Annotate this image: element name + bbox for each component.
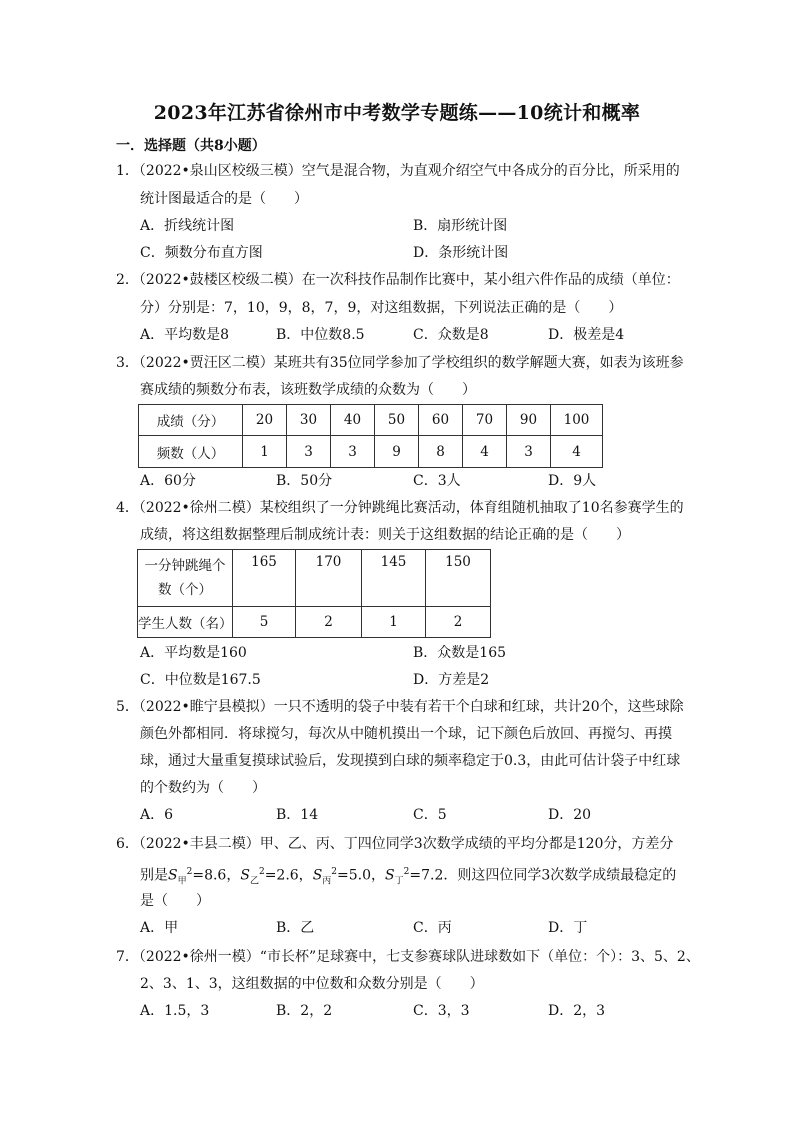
question-6-option-c: C．丙 xyxy=(413,920,452,936)
question-2-option-a: A．平均数是8 xyxy=(140,327,230,343)
question-6-option-d: D．丁 xyxy=(548,920,588,936)
table-cell: 40 xyxy=(331,405,375,436)
question-3-line-1: 3．（2022•贾汪区二模）某班共有35位同学参加了学校组织的数学解题大赛，如表为该班参 xyxy=(116,355,684,371)
variance-exponent: 2 xyxy=(331,867,338,877)
question-4-option-b: B．众数是165 xyxy=(413,645,507,661)
question-6-line-2 xyxy=(140,863,676,890)
variance-exponent: 2 xyxy=(403,867,410,877)
table-header-line: 数（个） xyxy=(158,582,212,598)
question-1-option-b: B．扇形统计图 xyxy=(413,218,508,234)
table-cell: 150 xyxy=(426,550,491,607)
section-heading: 一．选择题（共8小题） xyxy=(116,138,266,154)
question-3-option-d: D．9人 xyxy=(548,473,597,489)
question-4-option-d: D．方差是2 xyxy=(413,672,490,688)
question-1-line-2: 统计图最适合的是（ ） xyxy=(140,191,308,207)
table-cell: 3 xyxy=(287,436,331,468)
question-1-option-a: A．折线统计图 xyxy=(140,218,235,234)
table-cell: 3 xyxy=(507,436,551,468)
table-cell: 50 xyxy=(375,405,419,436)
question-3-option-c: C．3人 xyxy=(413,473,461,489)
table-cell: 1 xyxy=(362,607,426,638)
question-4-table xyxy=(137,549,491,638)
table-cell: 20 xyxy=(243,405,287,436)
question-5-line-1: 5．（2022•睢宁县模拟）一只不透明的袋子中装有若干个白球和红球，共计20个，这些球除 xyxy=(116,699,684,715)
question-3-option-a: A．60分 xyxy=(140,473,196,489)
variance-exponent: 2 xyxy=(258,867,265,877)
table-cell: 145 xyxy=(362,550,426,607)
variance-symbol: S xyxy=(312,867,323,884)
table-cell: 60 xyxy=(419,405,463,436)
text-fragment: =2.6， xyxy=(264,867,313,884)
question-7-option-c: C．3，3 xyxy=(413,1003,470,1019)
question-7-option-a: A．1.5，3 xyxy=(140,1003,210,1019)
variance-symbol: S xyxy=(168,867,178,884)
question-4-option-c: C．中位数是167.5 xyxy=(140,672,261,688)
table-cell: 1 xyxy=(243,436,287,468)
table-cell: 2 xyxy=(426,607,491,638)
document-title: 2023年江苏省徐州市中考数学专题练——10统计和概率 xyxy=(153,102,641,124)
table-cell: 30 xyxy=(287,405,331,436)
table-header-cell: 学生人数（名） xyxy=(138,607,233,638)
table-header-cell xyxy=(138,550,233,607)
question-1-option-c: C．频数分布直方图 xyxy=(140,245,263,261)
variance-subscript: 丙 xyxy=(322,876,332,887)
question-3-option-b: B．50分 xyxy=(276,473,333,489)
table-cell: 90 xyxy=(507,405,551,436)
table-cell: 4 xyxy=(463,436,507,468)
question-1-option-d: D．条形统计图 xyxy=(413,245,509,261)
table-cell: 100 xyxy=(551,405,603,436)
table-cell: 9 xyxy=(375,436,419,468)
question-2-line-1: 2．（2022•鼓楼区校级二模）在一次科技作品制作比赛中，某小组六件作品的成绩（单位： xyxy=(116,272,680,288)
question-4-option-a: A．平均数是160 xyxy=(140,645,247,661)
question-7-option-b: B．2，2 xyxy=(276,1003,333,1019)
question-6-option-b: B．乙 xyxy=(276,920,315,936)
variance-subscript: 甲 xyxy=(177,876,187,887)
question-6-option-a: A．甲 xyxy=(140,920,179,936)
question-7-line-2: 2、3、1、3，这组数据的中位数和众数分别是（ ） xyxy=(140,976,484,992)
text-fragment: 别是 xyxy=(140,867,168,884)
question-5-line-2: 颜色外都相同．将球搅匀，每次从中随机摸出一个球，记下颜色后放回、再搅匀、再摸 xyxy=(140,726,672,742)
variance-symbol: S xyxy=(385,867,395,884)
variance-subscript: 丁 xyxy=(394,876,404,887)
table-cell: 8 xyxy=(419,436,463,468)
table-cell: 165 xyxy=(233,550,296,607)
text-fragment: =8.6， xyxy=(192,867,241,884)
question-3-line-2: 赛成绩的频数分布表，该班数学成绩的众数为（ ） xyxy=(140,382,476,398)
question-3-table xyxy=(138,404,603,468)
question-7-option-d: D．2，3 xyxy=(548,1003,606,1019)
question-5-option-a: A．6 xyxy=(140,807,174,823)
question-4-line-1: 4．（2022•徐州二模）某校组织了一分钟跳绳比赛活动，体育组随机抽取了10名参赛学生的 xyxy=(116,500,684,516)
variance-symbol: S xyxy=(240,867,250,884)
table-header-cell: 成绩（分） xyxy=(139,405,243,436)
question-2-option-d: D．极差是4 xyxy=(548,327,625,343)
table-header-cell: 频数（人） xyxy=(139,436,243,468)
question-1-line-1: 1．（2022•泉山区校级三模）空气是混合物，为直观介绍空气中各成分的百分比，所采用的 xyxy=(116,163,680,179)
table-header-line: 一分钟跳绳个 xyxy=(144,558,226,574)
question-2-option-b: B．中位数8.5 xyxy=(276,327,365,343)
question-2-option-c: C．众数是8 xyxy=(413,327,489,343)
question-5-option-d: D．20 xyxy=(548,807,592,823)
question-5-option-c: C．5 xyxy=(413,807,447,823)
question-2-line-2: 分）分别是：7，10，9，8，7，9，对这组数据，下列说法正确的是（ ） xyxy=(140,300,623,316)
table-cell: 4 xyxy=(551,436,603,468)
table-cell: 5 xyxy=(233,607,296,638)
question-4-line-2: 成绩，将这组数据整理后制成统计表：则关于这组数据的结论正确的是（ ） xyxy=(140,527,630,543)
question-7-line-1: 7．（2022•徐州一模）“市长杯”足球赛中，七支参赛球队进球数如下（单位：个）：3、5、2、 xyxy=(116,949,700,965)
question-5-option-b: B．14 xyxy=(276,807,319,823)
question-6-line-1: 6．（2022•丰县二模）甲、乙、丙、丁四位同学3次数学成绩的平均分都是120分，方差分 xyxy=(116,836,674,852)
table-cell: 2 xyxy=(296,607,362,638)
table-cell: 170 xyxy=(296,550,362,607)
question-5-line-4: 的个数约为（ ） xyxy=(140,780,266,796)
question-5-line-3: 球，通过大量重复摸球试验后，发现摸到白球的频率稳定于0.3，由此可估计袋子中红球 xyxy=(140,753,681,769)
variance-subscript: 乙 xyxy=(249,876,259,887)
text-fragment: =5.0， xyxy=(337,867,386,884)
question-6-line-3: 是（ ） xyxy=(140,893,210,909)
variance-exponent: 2 xyxy=(186,867,193,877)
text-fragment: =7.2．则这四位同学3次数学成绩最稳定的 xyxy=(409,867,677,884)
table-cell: 3 xyxy=(331,436,375,468)
table-cell: 70 xyxy=(463,405,507,436)
